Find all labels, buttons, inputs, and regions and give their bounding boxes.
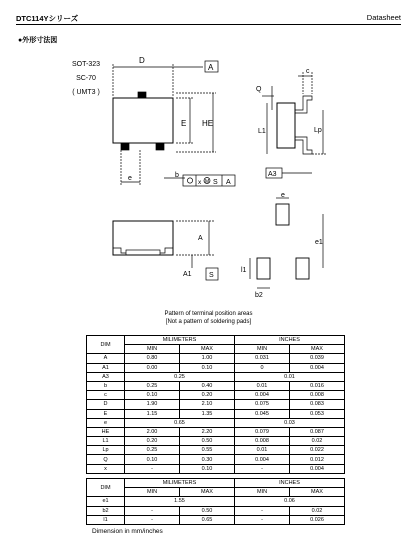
datum-A-box: A [208, 63, 214, 72]
table-row: l1 - 0.65 - 0.026 [87, 515, 345, 524]
land-dimension-table [86, 478, 345, 525]
table-row: Lp 0.25 0.55 0.01 0.022 [87, 446, 345, 455]
table-row: D 1.90 2.10 0.075 0.083 [87, 400, 345, 409]
table1-in-max: MAX [290, 345, 345, 354]
dim-A1-label: A1 [183, 271, 192, 278]
table2-in-header: INCHES [235, 479, 345, 488]
table1-mm-min: MIN [125, 345, 180, 354]
dim-c-label: c [306, 68, 310, 75]
table2-mm-max: MAX [180, 488, 235, 497]
tol-M-label: M [205, 179, 210, 185]
table-row: b2 - 0.50 - 0.02 [87, 506, 345, 515]
table2-in-max: MAX [290, 488, 345, 497]
table1-dim-header: DIM [87, 336, 125, 354]
dim-D-label: D [139, 56, 145, 65]
dim-Lp-label: Lp [314, 127, 322, 134]
table-row: e 0.65 0.03 [87, 418, 345, 427]
land-e-label: e [281, 192, 285, 199]
table2-dim-header: DIM [87, 479, 125, 497]
table1-in-min: MIN [235, 345, 290, 354]
doc-type: Datasheet [366, 13, 401, 22]
land-l1-label: l1 [241, 267, 247, 274]
table-row: L1 0.20 0.50 0.008 0.02 [87, 437, 345, 446]
land-b2-label: b2 [255, 292, 263, 299]
table-row: A 0.80 1.00 0.031 0.039 [87, 354, 345, 363]
dim-A-label: A [198, 235, 203, 242]
dim-HE-label: HE [202, 119, 214, 128]
table1-in-header: INCHES [235, 336, 345, 345]
part-number: DTC114Yシリーズ [16, 14, 79, 23]
tol-A-label: A [226, 179, 231, 186]
table-row: b 0.25 0.40 0.01 0.016 [87, 381, 345, 390]
land-note-line-1: Pattern of terminal position areas [164, 311, 253, 317]
table1-mm-max: MAX [180, 345, 235, 354]
land-e1-label: e1 [315, 239, 323, 246]
dim-b-label: b [175, 172, 179, 179]
table-row: x - 0.10 - 0.004 [87, 464, 345, 473]
dim-A3-label: A3 [268, 171, 277, 178]
table-row: E 1.15 1.35 0.045 0.053 [87, 409, 345, 418]
package-name-2: SC-70 [76, 75, 96, 82]
units-footnote: Dimension in mm/inches [92, 528, 163, 535]
package-name-3: ( UMT3 ) [72, 89, 100, 96]
table-row: A3 0.25 0.01 [87, 372, 345, 381]
table-row: c 0.10 0.20 0.004 0.008 [87, 391, 345, 400]
section-title: ●外形寸法図 [18, 37, 58, 44]
tol-x-label: x [198, 179, 202, 186]
dim-E-label: E [181, 119, 187, 128]
dim-e-label: e [128, 175, 132, 182]
land-note-line-2: [Not a pattern of soldering pads] [165, 319, 252, 325]
table2-in-min: MIN [235, 488, 290, 497]
table1-mm-header: MILIMETERS [125, 336, 235, 345]
package-name-1: SOT-323 [71, 61, 100, 68]
dim-Q-label: Q [256, 86, 262, 93]
table2-mm-header: MILIMETERS [125, 479, 235, 488]
datum-S-box: S [209, 272, 214, 279]
dim-L1-label: L1 [258, 128, 266, 135]
table-row: Q 0.10 0.30 0.004 0.012 [87, 455, 345, 464]
tol-S-label: S [213, 179, 218, 186]
table-row: e1 1.55 0.06 [87, 497, 345, 506]
table-row: HE 2.00 2.20 0.079 0.087 [87, 427, 345, 436]
table2-mm-min: MIN [125, 488, 180, 497]
table-row: A1 0.00 0.10 0 0.004 [87, 363, 345, 372]
dimension-table [86, 335, 345, 474]
